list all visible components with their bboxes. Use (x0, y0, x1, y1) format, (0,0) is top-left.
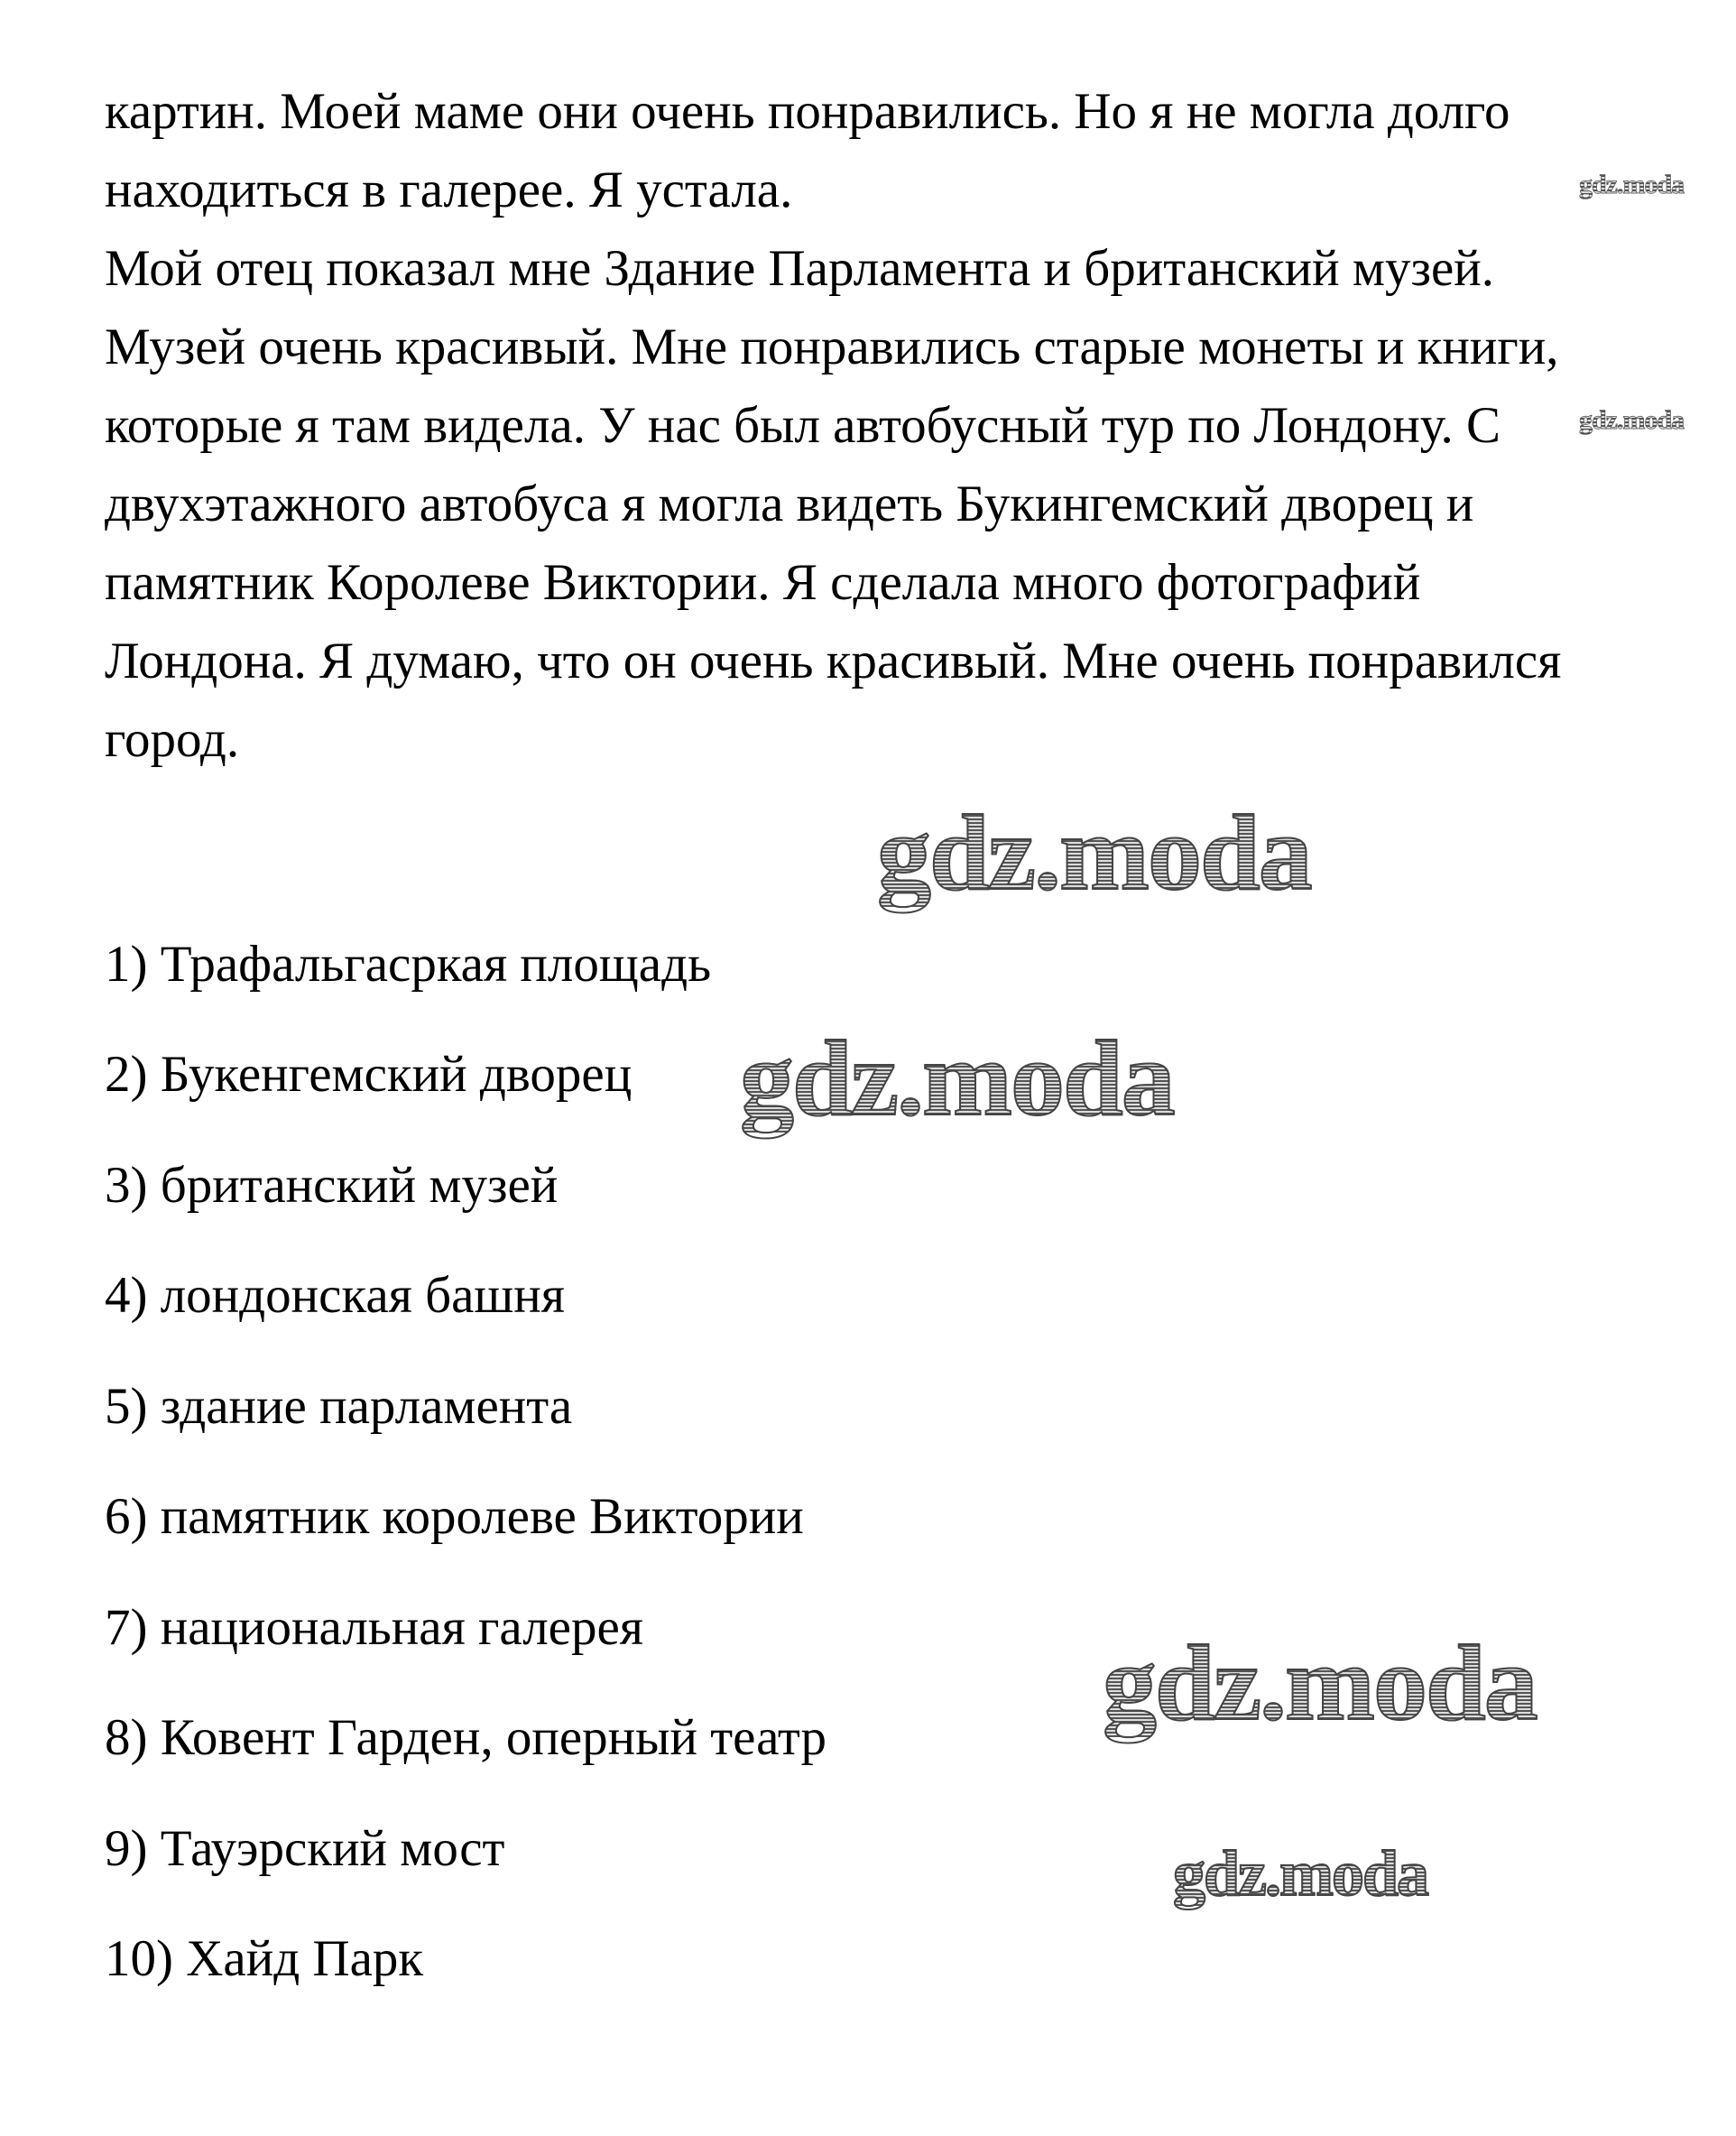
list-item: 1) Трафальгасркая площадь (105, 936, 712, 993)
watermark: gdz.moda (877, 792, 1311, 912)
paragraph-line: которые я там видела. У нас был автобусный тур по Лондону. С (105, 397, 1501, 454)
paragraph-line: Мой отец показал мне Здание Парламента и британский музей. (105, 240, 1495, 297)
list-item: 8) Ковент Гарден, оперный театр (105, 1709, 827, 1766)
list-item: 7) национальная галерея (105, 1599, 643, 1656)
list-item: 10) Хайд Парк (105, 1930, 424, 1987)
paragraph-line: Музей очень красивый. Мне понравились старые монеты и книги, (105, 319, 1559, 375)
list-item: 9) Тауэрский мост (105, 1820, 505, 1877)
watermark: gdz.moda (1579, 170, 1685, 199)
list-item: 4) лондонская башня (105, 1267, 565, 1324)
paragraph-line: Лондона. Я думаю, что он очень красивый. Мне очень понравился (105, 633, 1562, 689)
list-item: 6) памятник королеве Виктории (105, 1488, 804, 1545)
paragraph-line: памятник Королеве Виктории. Я сделала много фотографий (105, 554, 1421, 611)
list-item: 2) Букенгемский дворец (105, 1046, 633, 1103)
watermark: gdz.moda (1579, 405, 1685, 435)
list-item: 3) британский музей (105, 1157, 559, 1214)
list-item: 5) здание парламента (105, 1378, 573, 1435)
paragraph-line: двухэтажного автобуса я могла видеть Букингемский дворец и (105, 476, 1474, 532)
watermark: gdz.moda (1103, 1623, 1537, 1743)
watermark: gdz.moda (1173, 1837, 1428, 1909)
paragraph-line: город. (105, 711, 240, 768)
paragraph-line: находиться в галерее. Я устала. (105, 162, 793, 218)
paragraph-line: картин. Моей маме они очень понравились. Но я не могла долго (105, 83, 1510, 140)
watermark: gdz.moda (740, 1018, 1174, 1138)
